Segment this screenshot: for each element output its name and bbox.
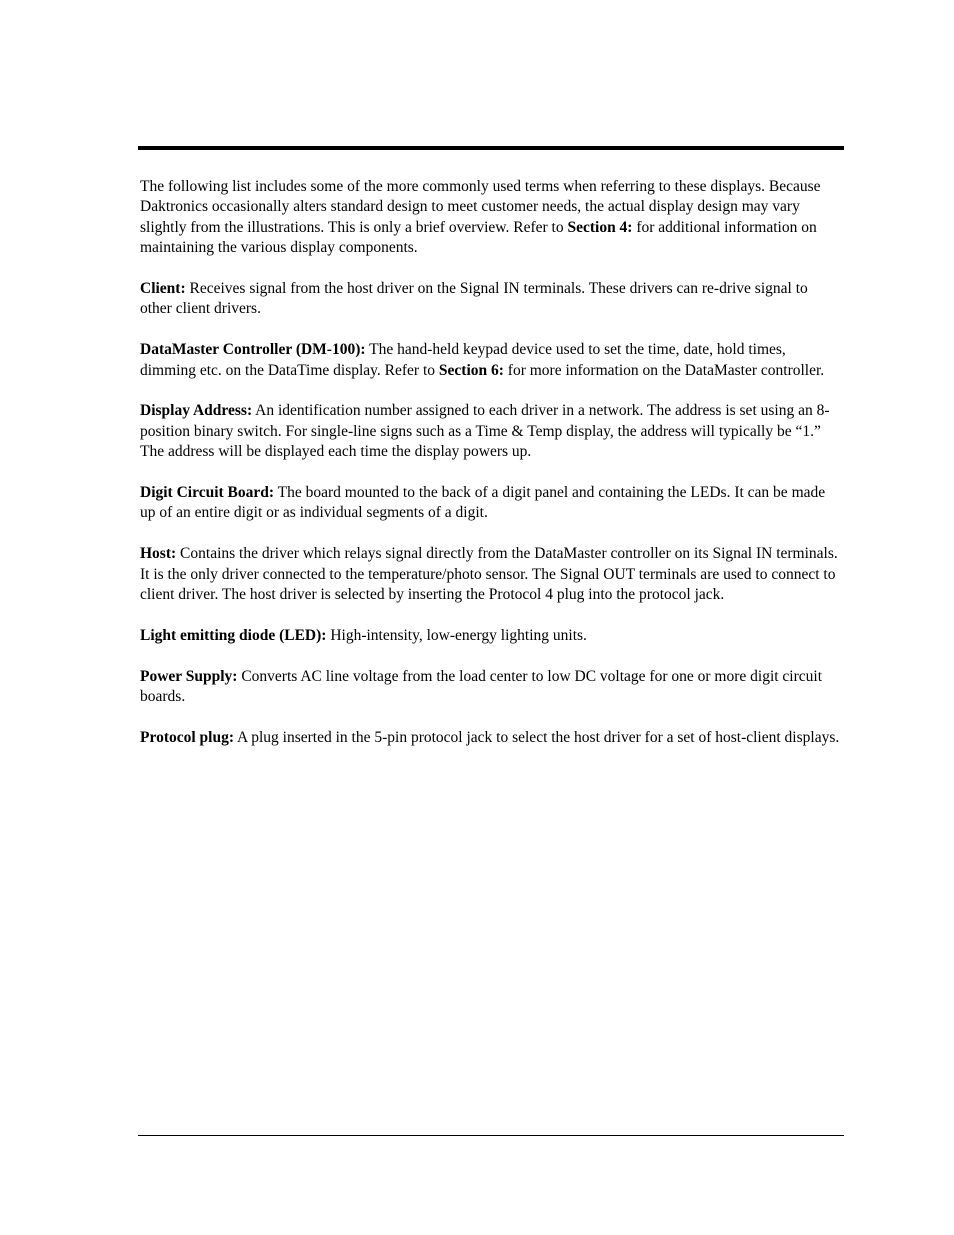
footer-rule xyxy=(138,1135,844,1136)
term-protocol-plug xyxy=(140,728,842,748)
document-body xyxy=(140,177,842,769)
term-display-address xyxy=(140,401,842,462)
term-label: DataMaster Controller (DM-100): xyxy=(140,341,366,359)
term-power-supply xyxy=(140,667,842,708)
header-rule xyxy=(138,146,844,150)
term-digit-circuit-board xyxy=(140,483,842,524)
term-host xyxy=(140,544,842,605)
term-client xyxy=(140,279,842,320)
term-label: Protocol plug: xyxy=(140,728,234,746)
term-definition: High-intensity, low-energy lighting units. xyxy=(326,626,587,644)
term-definition: Converts AC line voltage from the load center to low DC voltage for one or more digit circuit boards. xyxy=(140,667,823,706)
term-label: Power Supply: xyxy=(140,667,238,685)
intro-paragraph: The following list includes some of the more commonly used terms when referring to these displays. Because Daktronics occasionally alters standard design to meet customer needs, the actual display design may vary slightly from the illustrations. This is only a brief overview. Refer to Section 4: for additional information on maintaining the various display components. xyxy=(140,178,821,257)
term-definition: A plug inserted in the 5-pin protocol jack to select the host driver for a set of host-client displays. xyxy=(234,728,840,746)
term-definition-cont: for more information on the DataMaster controller. xyxy=(503,361,825,379)
term-led xyxy=(140,626,842,646)
term-definition: Contains the driver which relays signal directly from the DataMaster controller on its Signal IN terminals. It is the only driver connected to the temperature/photo sensor. The Signal OUT terminals are used to connect to client driver. The host driver is selected by inserting the Protocol 4 plug into the protocol jack. xyxy=(140,545,838,604)
term-definition: Receives signal from the host driver on the Signal IN terminals. These drivers can re-drive signal to other client drivers. xyxy=(140,280,808,318)
section-6-reference: Section 6: xyxy=(438,361,504,379)
term-label: Host: xyxy=(140,545,177,563)
term-label: Display Address: xyxy=(140,402,253,420)
section-4-reference: Section 4: xyxy=(567,218,633,236)
term-datamaster-controller xyxy=(140,340,842,381)
term-definition: The hand-held keypad device used to set the time, date, hold times, dimming etc. on the DataTime display. Refer to xyxy=(140,341,786,379)
term-label: Digit Circuit Board: xyxy=(140,484,275,502)
term-label: Light emitting diode (LED): xyxy=(140,626,327,644)
term-definition: The board mounted to the back of a digit panel and containing the LEDs. It can be made up of an entire digit or as individual segments of a digit. xyxy=(140,484,826,522)
term-definition: An identification number assigned to each driver in a network. The address is set using an 8-position binary switch. For single-line signs such as a Time & Temp display, the address will typically be “1.” The address will be displayed each time the display powers up. xyxy=(140,402,830,461)
term-label: Client: xyxy=(140,280,186,298)
